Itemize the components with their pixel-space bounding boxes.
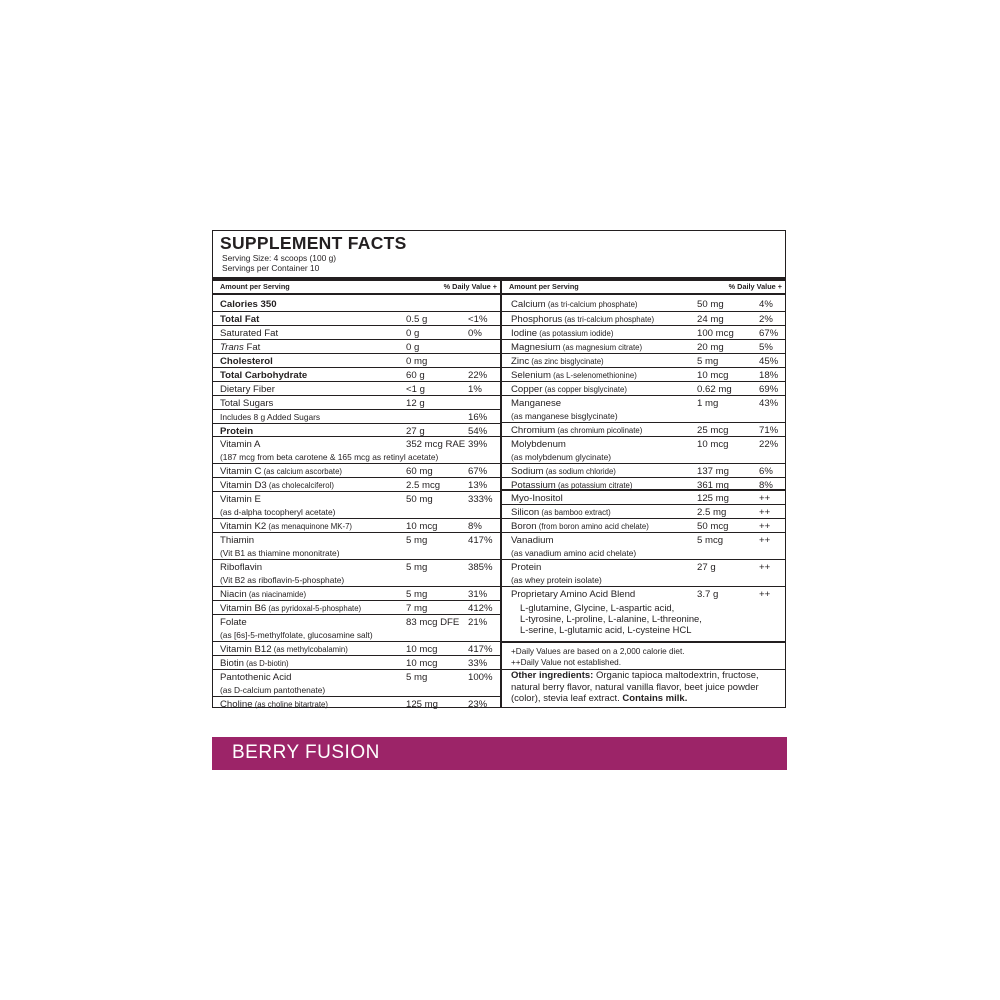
nutrient-name-text: Magnesium bbox=[511, 342, 561, 353]
nutrient-row bbox=[213, 382, 501, 396]
daily-value-percent: ++ bbox=[759, 521, 771, 532]
nutrient-name bbox=[511, 466, 616, 477]
daily-value-percent: 67% bbox=[759, 328, 779, 339]
daily-value-percent: 417% bbox=[468, 644, 493, 655]
nutrient-source: (as methylcobalamin) bbox=[271, 645, 348, 654]
nutrient-name-text: Riboflavin bbox=[220, 562, 263, 573]
ingredients-text: Organic tapioca maltodextrin, fructose, natural berry flavor, natural vanilla flavor, beet juice powder (color), stevia leaf extract. bbox=[511, 670, 759, 705]
nutrient-source-note: (Vit B1 as thiamine mononitrate) bbox=[220, 548, 340, 558]
nutrient-name bbox=[220, 644, 348, 655]
nutrient-source-note: (as molybdenum glycinate) bbox=[511, 452, 612, 462]
nutrient-amount: 0.62 mg bbox=[697, 384, 732, 395]
nutrient-name-text: Manganese bbox=[511, 398, 562, 409]
nutrient-row bbox=[502, 423, 786, 437]
nutrient-amount: 125 mg bbox=[697, 493, 729, 504]
nutrient-amount: 24 mg bbox=[697, 314, 724, 325]
nutrient-name-text: Includes 8 g Added Sugars bbox=[220, 412, 321, 422]
nutrient-name bbox=[220, 356, 273, 367]
nutrient-row bbox=[213, 670, 501, 697]
nutrient-name bbox=[220, 370, 307, 381]
nutrient-name bbox=[220, 699, 328, 710]
nutrient-name-text: Calcium bbox=[511, 299, 546, 310]
nutrient-name-text: Myo-Inositol bbox=[511, 493, 563, 504]
nutrient-name-text: Selenium bbox=[511, 370, 551, 381]
nutrient-amount: 10 mcg bbox=[406, 658, 438, 669]
nutrient-name-text: Saturated Fat bbox=[220, 328, 279, 339]
nutrient-source-note: (as [6s]-5-methylfolate, glucosamine salt) bbox=[220, 630, 373, 640]
nutrient-row bbox=[213, 312, 501, 326]
nutrient-amount: 5 mg bbox=[406, 589, 428, 600]
daily-value-percent: 1% bbox=[468, 384, 482, 395]
daily-value-percent: 333% bbox=[468, 494, 493, 505]
nutrient-amount: 10 mcg bbox=[406, 521, 438, 532]
nutrient-name-text: Dietary Fiber bbox=[220, 384, 275, 395]
nutrient-row bbox=[213, 615, 501, 642]
nutrient-name bbox=[511, 314, 654, 325]
nutrient-amount: 12 g bbox=[406, 398, 425, 409]
nutrient-name bbox=[220, 328, 278, 339]
supplement-facts-panel bbox=[212, 230, 786, 708]
daily-value-percent: 69% bbox=[759, 384, 779, 395]
nutrient-source: (as chromium picolinate) bbox=[555, 426, 643, 435]
nutrient-row bbox=[502, 340, 786, 354]
daily-value-percent: 13% bbox=[468, 480, 488, 491]
daily-value-header: % Daily Value + bbox=[728, 282, 782, 291]
nutrient-row bbox=[213, 478, 501, 492]
nutrient-source: (as menaquinone MK-7) bbox=[266, 522, 353, 531]
nutrient-name bbox=[511, 507, 611, 518]
nutrient-name bbox=[511, 384, 627, 395]
daily-value-percent: 8% bbox=[468, 521, 482, 532]
nutrient-name bbox=[220, 480, 334, 491]
nutrient-name-text: Chromium bbox=[511, 425, 556, 436]
daily-value-percent: 385% bbox=[468, 562, 493, 573]
nutrient-row bbox=[502, 491, 786, 505]
daily-value-percent: 6% bbox=[759, 466, 773, 477]
nutrient-amount: 60 mg bbox=[406, 466, 433, 477]
nutrient-name-text: Total Fat bbox=[220, 314, 260, 325]
daily-value-header: % Daily Value + bbox=[443, 282, 497, 291]
nutrient-amount: 100 mcg bbox=[697, 328, 734, 339]
nutrient-name-text: Vitamin A bbox=[220, 439, 261, 450]
footnotes bbox=[511, 646, 685, 668]
daily-value-percent: 39% bbox=[468, 439, 488, 450]
daily-value-percent: 4% bbox=[759, 299, 773, 310]
nutrient-name-text: Vanadium bbox=[511, 535, 554, 546]
nutrient-name-text: Zinc bbox=[511, 356, 530, 367]
flavor-name: BERRY FUSION bbox=[232, 742, 380, 763]
nutrient-source: (as potassium citrate) bbox=[555, 481, 633, 490]
nutrient-name bbox=[220, 412, 320, 422]
daily-value-percent: ++ bbox=[759, 562, 771, 573]
nutrient-source: (as bamboo extract) bbox=[539, 508, 611, 517]
footnote-separator bbox=[502, 642, 786, 643]
servings-per-container: Servings per Container 10 bbox=[222, 263, 320, 273]
panel-title: SUPPLEMENT FACTS bbox=[220, 233, 407, 253]
nutrient-name-text: Silicon bbox=[511, 507, 540, 518]
nutrient-name bbox=[511, 589, 635, 600]
nutrient-name-text: Molybdenum bbox=[511, 439, 566, 450]
nutrient-name bbox=[511, 521, 649, 532]
nutrient-amount: 27 g bbox=[406, 426, 425, 437]
daily-value-percent: 67% bbox=[468, 466, 488, 477]
daily-value-percent: 5% bbox=[759, 342, 773, 353]
nutrient-amount: 0 g bbox=[406, 342, 420, 353]
nutrient-row bbox=[502, 587, 786, 642]
daily-value-percent: <1% bbox=[468, 314, 488, 325]
facts-header bbox=[213, 231, 785, 281]
nutrient-name bbox=[220, 384, 275, 395]
blend-ingredients-line: L-serine, L-glutamic acid, L-cysteine HCL bbox=[520, 624, 692, 635]
nutrient-name bbox=[220, 521, 352, 532]
nutrient-source: (as D-biotin) bbox=[244, 659, 289, 668]
nutrient-name bbox=[511, 562, 541, 573]
nutrient-name bbox=[511, 356, 604, 367]
nutrient-name-text: Total Carbohydrate bbox=[220, 370, 308, 381]
footnote: +Daily Values are based on a 2,000 calorie diet. bbox=[511, 647, 685, 656]
nutrient-amount: 125 mg bbox=[406, 699, 438, 710]
nutrient-name-text: Phosphorus bbox=[511, 314, 563, 325]
nutrient-amount: 10 mcg bbox=[697, 439, 729, 450]
nutrient-name bbox=[511, 535, 554, 546]
left-rows bbox=[213, 295, 501, 711]
nutrient-source: (as L-selenomethionine) bbox=[551, 371, 637, 380]
daily-value-percent: 45% bbox=[759, 356, 779, 367]
nutrient-row bbox=[213, 587, 501, 601]
nutrient-amount: 20 mg bbox=[697, 342, 724, 353]
other-ingredients bbox=[511, 670, 786, 705]
nutrient-name bbox=[220, 603, 361, 614]
nutrient-amount: <1 g bbox=[406, 384, 425, 395]
nutrient-row bbox=[502, 396, 786, 423]
nutrient-source: (as zinc bisglycinate) bbox=[529, 357, 604, 366]
nutrient-name-text: Protein bbox=[511, 562, 542, 573]
nutrient-name bbox=[511, 493, 563, 504]
daily-value-percent: ++ bbox=[759, 507, 771, 518]
nutrient-name-text: Thiamin bbox=[220, 535, 255, 546]
amount-per-serving-header: Amount per Serving bbox=[509, 282, 579, 291]
daily-value-percent: 33% bbox=[468, 658, 488, 669]
nutrient-name bbox=[220, 562, 262, 573]
nutrient-row bbox=[213, 396, 501, 410]
ingredients-separator bbox=[502, 669, 786, 670]
blend-ingredients-line: L-glutamine, Glycine, L-aspartic acid, bbox=[520, 602, 675, 613]
daily-value-percent: 0% bbox=[468, 328, 482, 339]
footnote: ++Daily Value not established. bbox=[511, 658, 621, 667]
nutrient-source: (from boron amino acid chelate) bbox=[536, 522, 649, 531]
nutrient-name-text: Folate bbox=[220, 617, 247, 628]
daily-value-percent: 100% bbox=[468, 672, 493, 683]
nutrient-source-note: (as whey protein isolate) bbox=[511, 575, 602, 585]
nutrient-source: (as tri-calcium phosphate) bbox=[562, 315, 655, 324]
right-nutrient-column bbox=[502, 280, 786, 705]
nutrient-row bbox=[213, 464, 501, 478]
right-rows bbox=[502, 295, 786, 642]
nutrient-row bbox=[502, 326, 786, 340]
nutrient-amount: 352 mcg RAE bbox=[406, 439, 466, 450]
nutrient-row bbox=[213, 437, 501, 464]
nutrient-source: (as niacinamide) bbox=[246, 590, 307, 599]
nutrient-amount: 5 mg bbox=[697, 356, 719, 367]
nutrient-name-text: Potassium bbox=[511, 480, 556, 491]
nutrient-name bbox=[220, 617, 247, 628]
nutrient-name-text: Calories 350 bbox=[220, 299, 277, 310]
nutrient-row bbox=[502, 560, 786, 587]
nutrient-row bbox=[213, 354, 501, 368]
nutrient-name-text: Fat bbox=[243, 342, 261, 353]
nutrient-amount: 361 mg bbox=[697, 480, 729, 491]
nutrient-source: (as sodium chloride) bbox=[543, 467, 616, 476]
nutrient-name bbox=[220, 314, 259, 325]
nutrient-row bbox=[213, 492, 501, 519]
nutrient-name bbox=[511, 439, 566, 450]
nutrient-amount: 0 g bbox=[406, 328, 420, 339]
daily-value-percent: 8% bbox=[759, 480, 773, 491]
nutrient-row bbox=[213, 424, 501, 437]
nutrient-name-text: Cholesterol bbox=[220, 356, 273, 367]
nutrient-name-text: Proprietary Amino Acid Blend bbox=[511, 589, 636, 600]
nutrient-name-text: Niacin bbox=[220, 589, 247, 600]
nutrient-row bbox=[213, 697, 501, 711]
daily-value-percent: ++ bbox=[759, 493, 771, 504]
nutrient-row bbox=[213, 656, 501, 670]
blend-ingredients-line: L-tyrosine, L-proline, L-alanine, L-threonine, bbox=[520, 613, 702, 624]
daily-value-percent: 412% bbox=[468, 603, 493, 614]
nutrient-name bbox=[511, 370, 637, 381]
nutrient-amount: 5 mg bbox=[406, 562, 428, 573]
nutrient-row bbox=[502, 295, 786, 312]
daily-value-percent: ++ bbox=[759, 535, 771, 546]
nutrient-name-text: Pantothenic Acid bbox=[220, 672, 292, 683]
allergen-statement: Contains milk. bbox=[622, 693, 688, 705]
nutrient-amount: 2.5 mg bbox=[697, 507, 727, 518]
nutrient-amount: 137 mg bbox=[697, 466, 729, 477]
ingredients-label: Other ingredients: bbox=[511, 670, 594, 681]
nutrient-name bbox=[220, 342, 260, 353]
nutrient-row bbox=[502, 437, 786, 464]
nutrient-name-text: Vitamin C bbox=[220, 466, 262, 477]
nutrient-amount: 0 mg bbox=[406, 356, 428, 367]
nutrient-source-note: (as manganese bisglycinate) bbox=[511, 411, 618, 421]
nutrient-source: (as potassium iodide) bbox=[537, 329, 614, 338]
nutrient-source: (as magnesium citrate) bbox=[560, 343, 643, 352]
nutrient-name-text: Boron bbox=[511, 521, 537, 532]
nutrient-source: (as cholecalciferol) bbox=[266, 481, 334, 490]
daily-value-percent: 43% bbox=[759, 398, 779, 409]
nutrient-name-text: Biotin bbox=[220, 658, 244, 669]
nutrient-amount: 2.5 mcg bbox=[406, 480, 441, 491]
nutrient-row bbox=[213, 642, 501, 656]
nutrient-amount: 50 mcg bbox=[697, 521, 729, 532]
amount-per-serving-header: Amount per Serving bbox=[220, 282, 290, 291]
nutrient-name-text: Protein bbox=[220, 426, 254, 437]
nutrient-name bbox=[220, 426, 253, 437]
nutrient-amount: 0.5 g bbox=[406, 314, 428, 325]
nutrient-row bbox=[213, 601, 501, 615]
daily-value-percent: 54% bbox=[468, 426, 488, 437]
daily-value-percent: 417% bbox=[468, 535, 493, 546]
daily-value-percent: 23% bbox=[468, 699, 488, 710]
nutrient-name bbox=[220, 299, 277, 310]
nutrient-row bbox=[502, 478, 786, 491]
nutrient-source: (as copper bisglycinate) bbox=[542, 385, 627, 394]
daily-value-percent: 16% bbox=[468, 412, 488, 423]
nutrient-name-text: Sodium bbox=[511, 466, 544, 477]
nutrient-name bbox=[220, 672, 291, 683]
nutrient-row bbox=[502, 505, 786, 519]
nutrient-amount: 50 mg bbox=[697, 299, 724, 310]
daily-value-percent: 71% bbox=[759, 425, 779, 436]
nutrient-row bbox=[213, 410, 501, 424]
nutrient-name-text: Vitamin K2 bbox=[220, 521, 267, 532]
nutrient-name bbox=[511, 425, 642, 436]
nutrient-name bbox=[220, 439, 260, 450]
nutrient-name-text: Choline bbox=[220, 699, 253, 710]
daily-value-percent: 18% bbox=[759, 370, 779, 381]
nutrient-name-text: Vitamin B12 bbox=[220, 644, 272, 655]
nutrient-name bbox=[220, 398, 273, 409]
nutrient-row bbox=[502, 464, 786, 478]
nutrient-name bbox=[220, 466, 342, 477]
nutrient-source-note: (as D-calcium pantothenate) bbox=[220, 685, 326, 695]
nutrient-source-note: (as vanadium amino acid chelate) bbox=[511, 548, 637, 558]
nutrient-name-text: Total Sugars bbox=[220, 398, 274, 409]
nutrient-source: (as choline bitartrate) bbox=[252, 700, 328, 709]
flavor-banner bbox=[212, 737, 787, 770]
nutrient-row bbox=[213, 340, 501, 354]
nutrient-row bbox=[502, 382, 786, 396]
nutrient-source: (as tri-calcium phosphate) bbox=[545, 300, 638, 309]
nutrient-amount: 10 mcg bbox=[697, 370, 729, 381]
daily-value-percent: 2% bbox=[759, 314, 773, 325]
nutrient-name bbox=[511, 398, 561, 409]
left-column-header bbox=[213, 280, 501, 295]
nutrient-amount: 60 g bbox=[406, 370, 425, 381]
nutrient-source: (as pyridoxal-5-phosphate) bbox=[266, 604, 362, 613]
nutrient-name bbox=[511, 480, 633, 491]
nutrient-name-text: Copper bbox=[511, 384, 543, 395]
nutrient-name bbox=[511, 328, 613, 339]
left-nutrient-column bbox=[213, 280, 501, 711]
nutrient-source-note: (Vit B2 as riboflavin-5-phosphate) bbox=[220, 575, 345, 585]
nutrient-source: (as calcium ascorbate) bbox=[261, 467, 343, 476]
nutrient-row bbox=[213, 326, 501, 340]
nutrient-name bbox=[220, 658, 289, 669]
nutrient-row bbox=[213, 533, 501, 560]
nutrient-row bbox=[502, 312, 786, 326]
nutrient-name bbox=[220, 589, 306, 600]
nutrient-row bbox=[502, 354, 786, 368]
daily-value-percent: 22% bbox=[468, 370, 488, 381]
nutrient-name-text: Vitamin E bbox=[220, 494, 261, 505]
nutrient-name-text: Vitamin D3 bbox=[220, 480, 267, 491]
nutrient-name-text: Iodine bbox=[511, 328, 538, 339]
nutrient-amount: 25 mcg bbox=[697, 425, 729, 436]
nutrient-row bbox=[502, 519, 786, 533]
nutrient-amount: 5 mg bbox=[406, 672, 428, 683]
nutrient-amount: 7 mg bbox=[406, 603, 428, 614]
nutrient-name bbox=[511, 299, 638, 310]
right-column-header bbox=[502, 280, 786, 295]
nutrient-source-note: (187 mcg from beta carotene & 165 mcg as retinyl acetate) bbox=[220, 452, 439, 462]
daily-value-percent: 21% bbox=[468, 617, 488, 628]
nutrient-name-text: Vitamin B6 bbox=[220, 603, 267, 614]
nutrient-name bbox=[511, 342, 642, 353]
nutrient-row bbox=[502, 533, 786, 560]
daily-value-percent: ++ bbox=[759, 589, 771, 600]
nutrient-amount: 10 mcg bbox=[406, 644, 438, 655]
daily-value-percent: 31% bbox=[468, 589, 488, 600]
nutrient-amount: 3.7 g bbox=[697, 589, 719, 600]
nutrient-row bbox=[213, 519, 501, 533]
nutrient-amount: 50 mg bbox=[406, 494, 433, 505]
nutrient-row bbox=[213, 295, 501, 312]
nutrient-amount: 5 mg bbox=[406, 535, 428, 546]
nutrient-amount: 83 mcg DFE bbox=[406, 617, 460, 628]
nutrient-amount: 5 mcg bbox=[697, 535, 724, 546]
nutrient-row bbox=[502, 368, 786, 382]
serving-size: Serving Size: 4 scoops (100 g) bbox=[222, 253, 337, 263]
nutrient-amount: 1 mg bbox=[697, 398, 719, 409]
nutrient-name bbox=[220, 535, 254, 546]
daily-value-percent: 22% bbox=[759, 439, 779, 450]
nutrient-row bbox=[213, 560, 501, 587]
nutrient-row bbox=[213, 368, 501, 382]
nutrient-name bbox=[220, 494, 261, 505]
nutrient-name-italic: Trans bbox=[220, 342, 244, 353]
nutrient-amount: 27 g bbox=[697, 562, 716, 573]
nutrient-source-note: (as d-alpha tocopheryl acetate) bbox=[220, 507, 336, 517]
